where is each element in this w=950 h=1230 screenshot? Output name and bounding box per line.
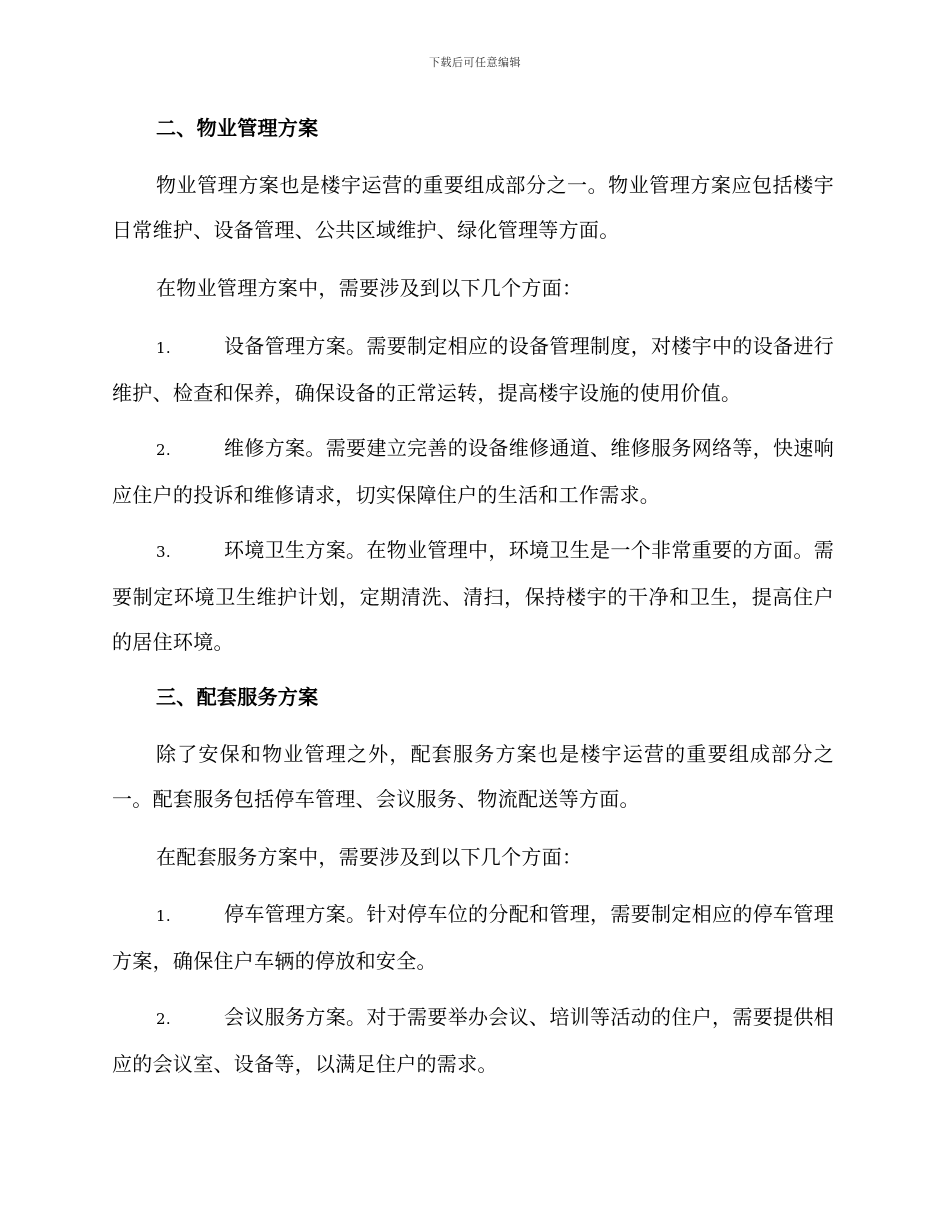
list-item <box>112 528 834 665</box>
list-item <box>112 426 834 518</box>
section-heading-property-management: 二、物业管理方案 <box>156 116 319 140</box>
paragraph-property-lead: 在物业管理方案中，需要涉及到以下几个方面： <box>156 276 583 300</box>
list-item <box>112 324 834 416</box>
list-item-text: 设备管理方案。需要制定相应的设备管理制度，对楼宇中的设备进行维护、检查和保养，确保设备的正常运转，提高楼宇设施的使用价值。 <box>112 334 834 405</box>
list-number: 3. <box>156 543 171 561</box>
list-item-text: 维修方案。需要建立完善的设备维修通道、维修服务网络等，快速响应住户的投诉和维修请求，切实保障住户的生活和工作需求。 <box>112 436 834 507</box>
list-number: 1. <box>156 339 171 357</box>
list-number: 1. <box>156 907 171 925</box>
section-heading-support-services: 三、配套服务方案 <box>156 685 319 709</box>
list-item-text: 停车管理方案。针对停车位的分配和管理，需要制定相应的停车管理方案，确保住户车辆的停放和安全。 <box>112 902 834 973</box>
paragraph-services-lead: 在配套服务方案中，需要涉及到以下几个方面： <box>156 845 583 869</box>
list-item <box>112 892 834 984</box>
list-number: 2. <box>156 1010 171 1028</box>
list-item-text: 环境卫生方案。在物业管理中，环境卫生是一个非常重要的方面。需要制定环境卫生维护计划，定期清洗、清扫，保持楼宇的干净和卫生，提高住户的居住环境。 <box>112 538 834 654</box>
list-item <box>112 995 834 1087</box>
header-note: 下载后可任意编辑 <box>429 56 521 69</box>
paragraph-services-intro: 除了安保和物业管理之外，配套服务方案也是楼宇运营的重要组成部分之一。配套服务包括停车管理、会议服务、物流配送等方面。 <box>112 742 834 811</box>
list-number: 2. <box>156 441 171 459</box>
list-item-text: 会议服务方案。对于需要举办会议、培训等活动的住户，需要提供相应的会议室、设备等，以满足住户的需求。 <box>112 1005 834 1076</box>
paragraph-property-intro: 物业管理方案也是楼宇运营的重要组成部分之一。物业管理方案应包括楼宇日常维护、设备管理、公共区域维护、绿化管理等方面。 <box>112 173 834 242</box>
